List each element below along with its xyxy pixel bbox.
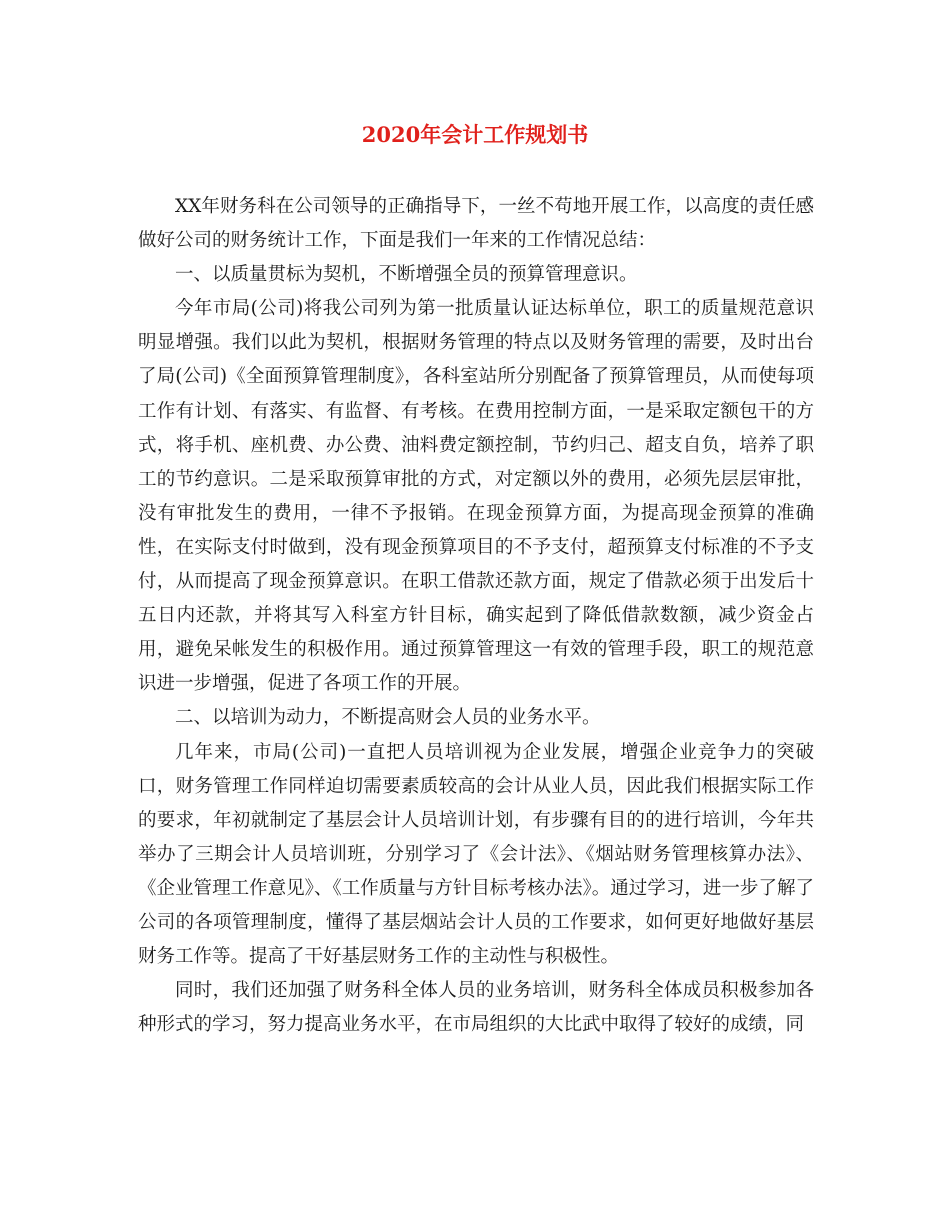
document-body <box>138 190 814 1042</box>
paragraph-budget-management: 今年市局(公司)将我公司列为第一批质量认证达标单位，职工的质量规范意识明显增强。我们以此为契机，根据财务管理的特点以及财务管理的需要，及时出台了局(公司)《全面预算管理制度》，各科室站所分别配备了预算管理员，从而使每项工作有计划、有落实、有监督、有考核。在费用控制方面，一是采取定额包干的方式，将手机、座机费、办公费、油料费定额控制，节约归己、超支自负，培养了职工的节约意识。二是采取预算审批的方式，对定额以外的费用，必须先层层审批，没有审批发生的费用，一律不予报销。在现金预算方面，为提高现金预算的准确性，在实际支付时做到，没有现金预算项目的不予支付，超预算支付标准的不予支付，从而提高了现金预算意识。在职工借款还款方面，规定了借款必须于出发后十五日内还款，并将其写入科室方针目标，确实起到了降低借款数额，减少资金占用，避免呆帐发生的积极作用。通过预算管理这一有效的管理手段，职工的规范意识进一步增强，促进了各项工作的开展。 <box>138 298 814 695</box>
document-title: 2020年会计工作规划书 <box>361 122 589 147</box>
paragraph-staff-training: 同时，我们还加强了财务科全体人员的业务培训，财务科全体成员积极参加各种形式的学习，努力提高业务水平，在市局组织的大比武中取得了较好的成绩，同 <box>138 980 814 1036</box>
paragraph-training: 几年来，市局(公司)一直把人员培训视为企业发展，增强企业竞争力的突破口，财务管理工作同样迫切需要素质较高的会计从业人员，因此我们根据实际工作的要求，年初就制定了基层会计人员培训计划，有步骤有目的的进行培训，今年共举办了三期会计人员培训班，分别学习了《会计法》、《烟站财务管理核算办法》、《企业管理工作意见》、《工作质量与方针目标考核办法》。通过学习，进一步了解了公司的各项管理制度，懂得了基层烟站会计人员的工作要求，如何更好地做好基层财务工作等。提高了干好基层财务工作的主动性与积极性。 <box>138 741 814 968</box>
paragraph-intro: XX年财务科在公司领导的正确指导下，一丝不苟地开展工作，以高度的责任感做好公司的财务统计工作，下面是我们一年来的工作情况总结： <box>138 196 814 252</box>
heading-section-1: 一、以质量贯标为契机，不断增强全员的预算管理意识。 <box>175 264 638 286</box>
heading-section-2: 二、以培训为动力，不断提高财会人员的业务水平。 <box>175 707 601 729</box>
